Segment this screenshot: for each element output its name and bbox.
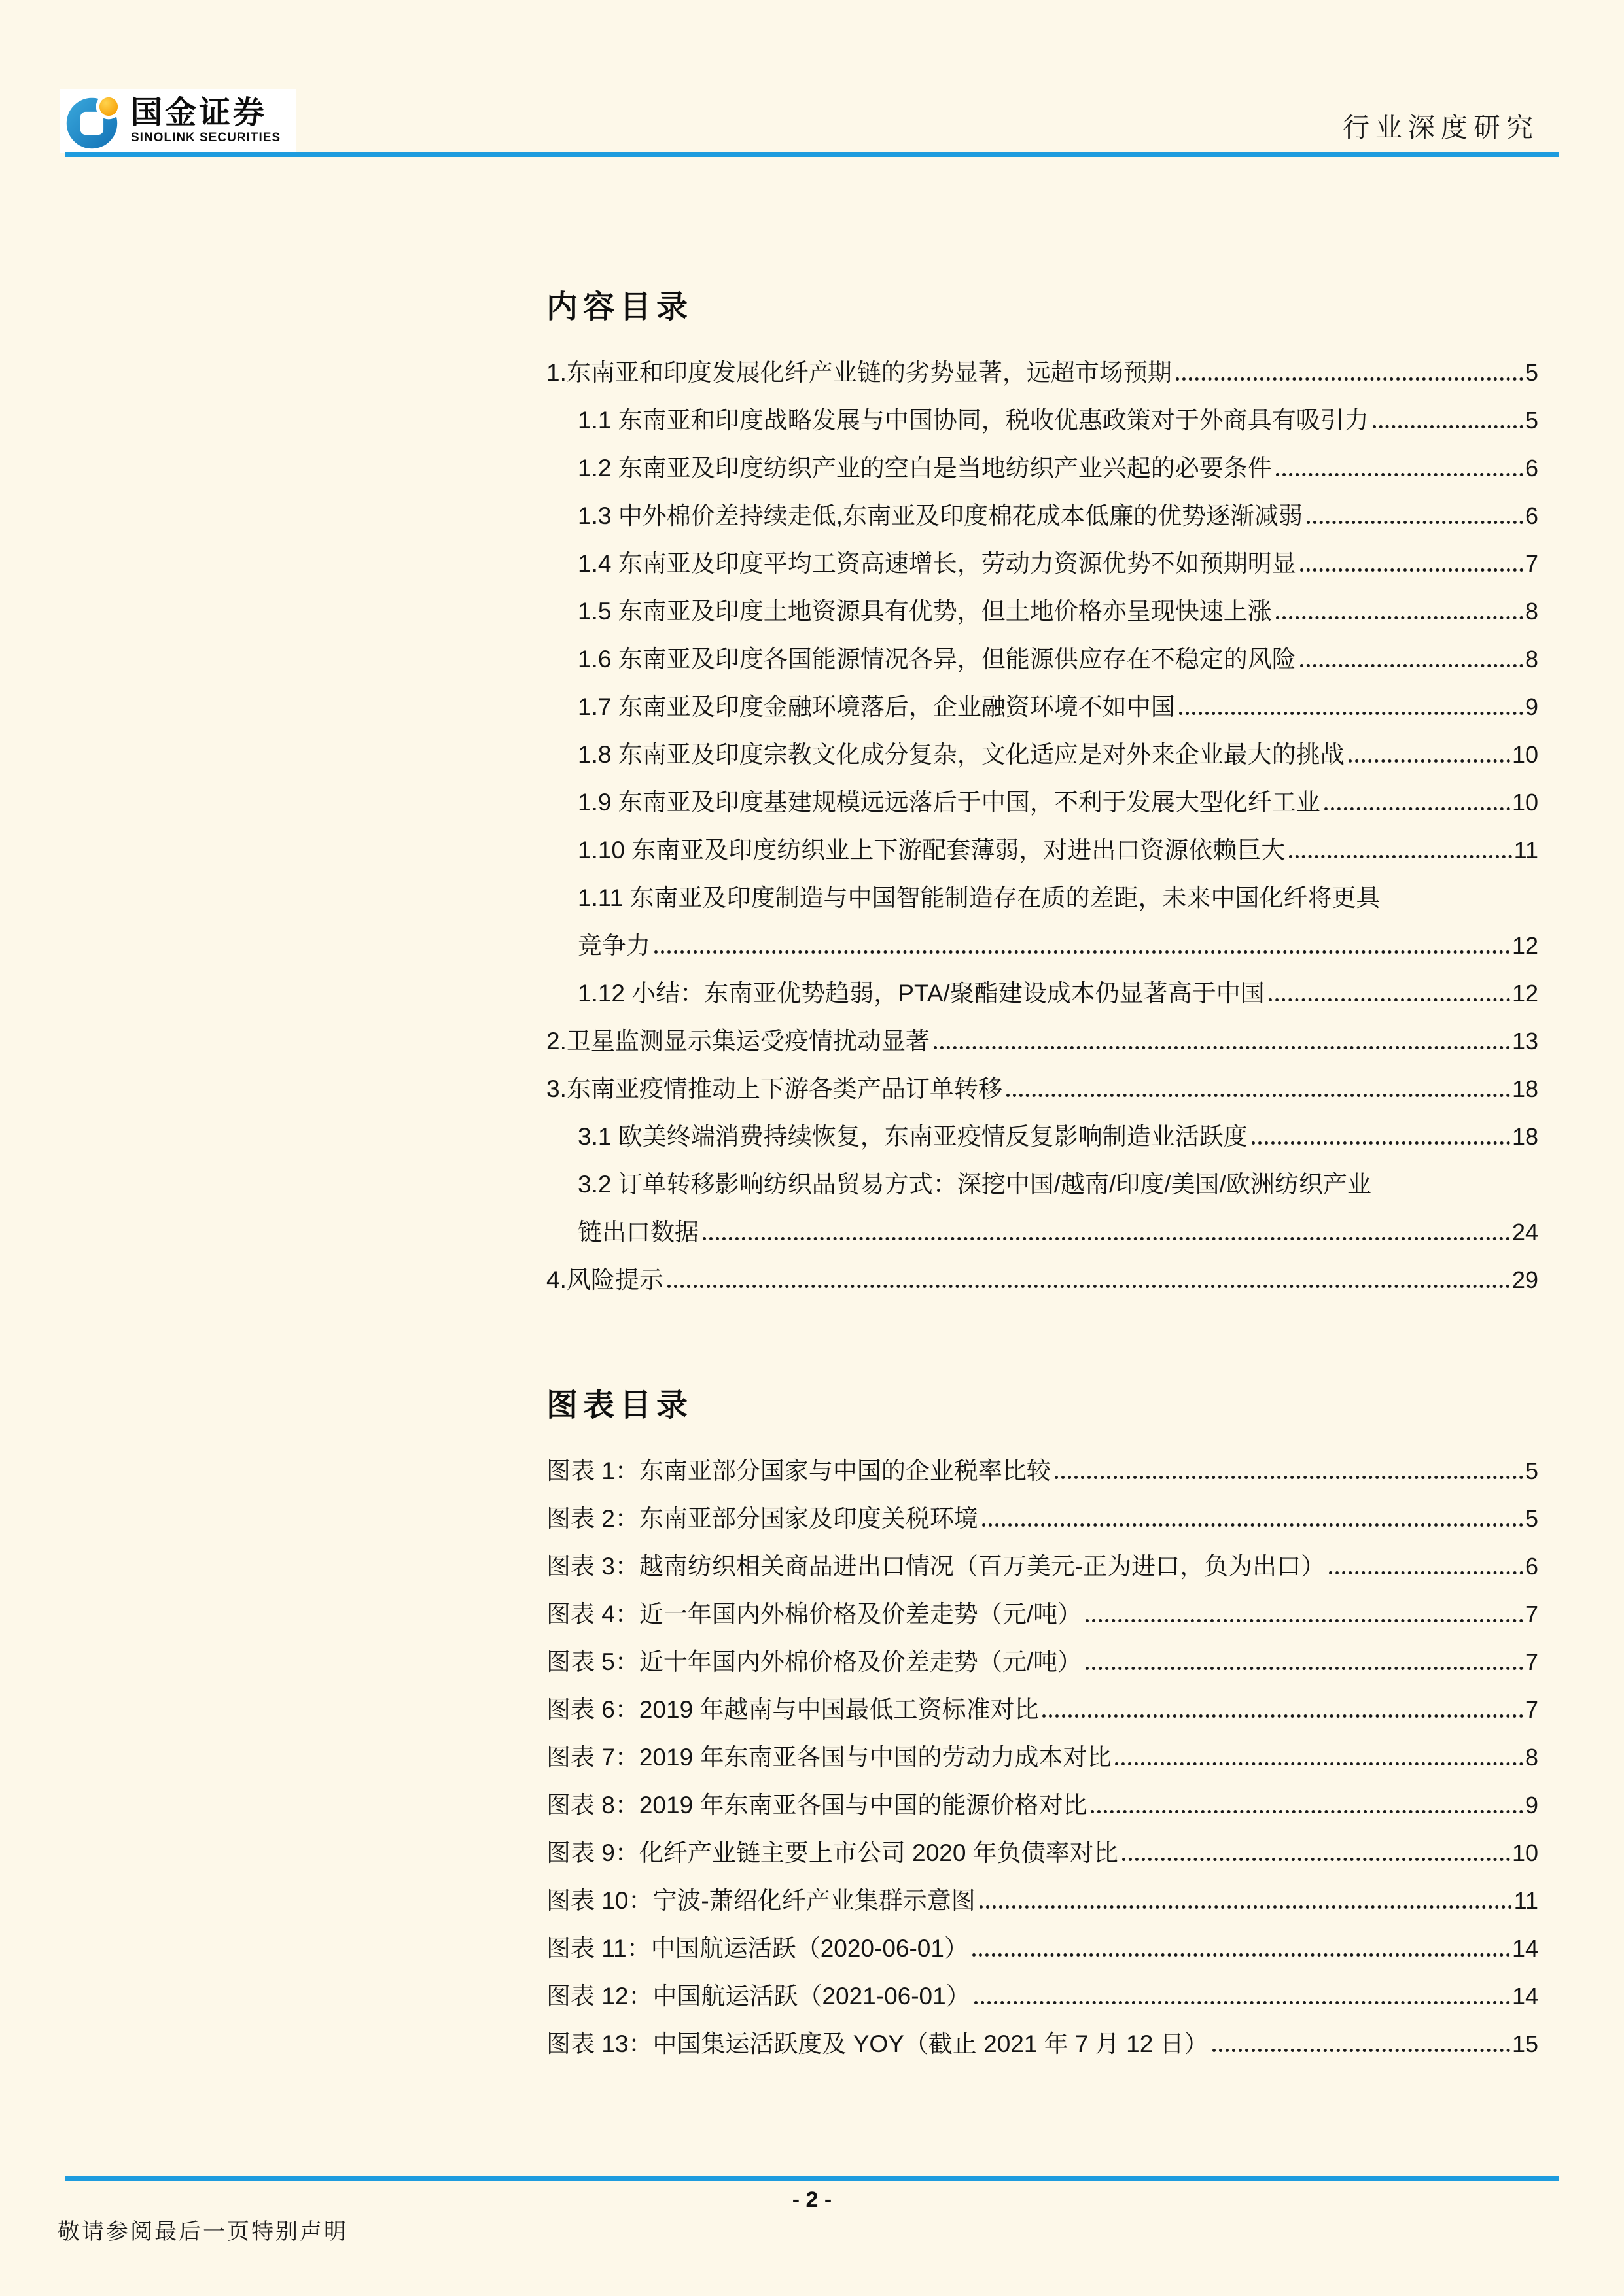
dot-leader bbox=[654, 950, 1510, 954]
toc-entry[interactable] bbox=[546, 1253, 1538, 1301]
entry-page-number: 5 bbox=[1525, 407, 1538, 434]
entry-page-number: 13 bbox=[1511, 1028, 1538, 1055]
entry-page-number: 9 bbox=[1525, 1792, 1538, 1819]
entry-page-number: 5 bbox=[1525, 1457, 1538, 1485]
entry-text: 图表 5：近十年国内外棉价格及价差走势（元/吨） bbox=[546, 1648, 1082, 1676]
dot-leader bbox=[1055, 1476, 1523, 1479]
dot-leader bbox=[703, 1237, 1510, 1240]
figure-entry[interactable] bbox=[546, 2017, 1538, 2065]
figure-list bbox=[546, 1444, 1538, 2065]
toc-entry[interactable] bbox=[546, 394, 1538, 442]
toc-entry[interactable] bbox=[546, 919, 1538, 967]
toc-entry[interactable] bbox=[546, 1110, 1538, 1158]
dot-leader bbox=[1176, 377, 1523, 381]
entry-page-number: 6 bbox=[1525, 502, 1538, 530]
entry-text: 图表 10：宁波-萧绍化纤产业集群示意图 bbox=[546, 1887, 976, 1915]
toc-entry[interactable] bbox=[546, 585, 1538, 633]
toc-entry[interactable] bbox=[546, 489, 1538, 537]
dot-leader bbox=[974, 2001, 1510, 2004]
dot-leader bbox=[1252, 1141, 1510, 1145]
entry-text: 图表 1：东南亚部分国家与中国的企业税率比较 bbox=[546, 1457, 1051, 1485]
dot-leader bbox=[1300, 664, 1523, 667]
entry-page-number: 12 bbox=[1511, 932, 1538, 960]
entry-text: 1.11 东南亚及印度制造与中国智能制造存在质的差距，未来中国化纤将更具 bbox=[578, 884, 1381, 912]
entry-text: 3.东南亚疫情推动上下游各类产品订单转移 bbox=[546, 1075, 1002, 1103]
header-rule bbox=[65, 152, 1559, 157]
entry-page-number: 8 bbox=[1525, 1744, 1538, 1771]
figure-entry[interactable] bbox=[546, 1731, 1538, 1779]
toc-entry[interactable] bbox=[546, 1015, 1538, 1062]
toc-entry[interactable] bbox=[546, 871, 1538, 919]
entry-page-number: 7 bbox=[1525, 1648, 1538, 1676]
dot-leader bbox=[667, 1285, 1510, 1288]
entry-page-number: 10 bbox=[1511, 789, 1538, 816]
entry-text: 1.3 中外棉价差持续走低,东南亚及印度棉花成本低廉的优势逐渐减弱 bbox=[578, 502, 1303, 530]
entry-text: 1.1 东南亚和印度战略发展与中国协同，税收优惠政策对于外商具有吸引力 bbox=[578, 407, 1369, 434]
toc-entry[interactable] bbox=[546, 967, 1538, 1015]
entry-page-number: 12 bbox=[1511, 980, 1538, 1007]
entry-text: 图表 9：化纤产业链主要上市公司 2020 年负债率对比 bbox=[546, 1839, 1118, 1867]
entry-page-number: 9 bbox=[1525, 693, 1538, 721]
dot-leader bbox=[1006, 1094, 1510, 1097]
entry-text: 1.9 东南亚及印度基建规模远远落后于中国，不利于发展大型化纤工业 bbox=[578, 789, 1320, 816]
brand-name-en: SINOLINK SECURITIES bbox=[131, 131, 281, 145]
dot-leader bbox=[1276, 616, 1523, 619]
entry-page-number: 7 bbox=[1525, 1696, 1538, 1724]
entry-text: 1.2 东南亚及印度纺织产业的空白是当地纺织产业兴起的必要条件 bbox=[578, 455, 1272, 482]
entry-text: 图表 11：中国航运活跃（2020-06-01） bbox=[546, 1935, 968, 1962]
entry-page-number: 5 bbox=[1525, 359, 1538, 387]
dot-leader bbox=[1276, 473, 1523, 476]
entry-page-number: 11 bbox=[1513, 837, 1538, 864]
entry-page-number: 18 bbox=[1511, 1123, 1538, 1151]
entry-text: 图表 12：中国航运活跃（2021-06-01） bbox=[546, 1983, 970, 2010]
dot-leader bbox=[1300, 568, 1523, 572]
toc-entry[interactable] bbox=[546, 346, 1538, 394]
entry-page-number: 14 bbox=[1511, 1983, 1538, 2010]
figure-entry[interactable] bbox=[546, 1826, 1538, 1874]
entry-text: 图表 4：近一年国内外棉价格及价差走势（元/吨） bbox=[546, 1601, 1082, 1628]
entry-page-number: 14 bbox=[1511, 1935, 1538, 1962]
dot-leader bbox=[1289, 855, 1511, 858]
disclaimer-text: 敬请参阅最后一页特别声明 bbox=[58, 2220, 348, 2244]
toc-entry[interactable] bbox=[546, 728, 1538, 776]
entry-page-number: 10 bbox=[1511, 741, 1538, 769]
dot-leader bbox=[1324, 807, 1510, 810]
figure-entry[interactable] bbox=[546, 1779, 1538, 1826]
toc-entry[interactable] bbox=[546, 824, 1538, 871]
sinolink-logo bbox=[60, 89, 296, 153]
toc-entry[interactable] bbox=[546, 633, 1538, 680]
entry-text: 图表 3：越南纺织相关商品进出口情况（百万美元-正为进口，负为出口） bbox=[546, 1553, 1326, 1580]
entry-text: 1.5 东南亚及印度土地资源具有优势，但土地价格亦呈现快速上涨 bbox=[578, 598, 1272, 625]
dot-leader bbox=[1122, 1858, 1510, 1861]
toc-entry[interactable] bbox=[546, 776, 1538, 824]
figure-entry[interactable] bbox=[546, 1874, 1538, 1922]
toc-entry[interactable] bbox=[546, 1206, 1538, 1253]
dot-leader bbox=[982, 1523, 1523, 1527]
entry-text: 1.10 东南亚及印度纺织业上下游配套薄弱，对进出口资源依赖巨大 bbox=[578, 837, 1286, 864]
content-column bbox=[546, 289, 1538, 2065]
figure-entry[interactable] bbox=[546, 1635, 1538, 1683]
toc-title: 内容目录 bbox=[546, 290, 694, 324]
toc-entry[interactable] bbox=[546, 1062, 1538, 1110]
figure-entry[interactable] bbox=[546, 1588, 1538, 1635]
entry-page-number: 18 bbox=[1511, 1075, 1538, 1103]
entry-page-number: 10 bbox=[1511, 1839, 1538, 1867]
entry-text: 图表 13：中国集运活跃度及 YOY（截止 2021 年 7 月 12 日） bbox=[546, 2030, 1209, 2058]
entry-page-number: 6 bbox=[1525, 1553, 1538, 1580]
entry-text: 链出口数据 bbox=[578, 1219, 699, 1246]
page-number: - 2 - bbox=[792, 2187, 832, 2212]
entry-text: 1.4 东南亚及印度平均工资高速增长，劳动力资源优势不如预期明显 bbox=[578, 550, 1296, 578]
figure-list-title: 图表目录 bbox=[546, 1388, 694, 1423]
entry-page-number: 11 bbox=[1513, 1887, 1538, 1915]
entry-page-number: 5 bbox=[1525, 1505, 1538, 1533]
sinolink-logo-icon bbox=[65, 92, 123, 150]
dot-leader bbox=[1269, 998, 1510, 1001]
toc-entry[interactable] bbox=[546, 442, 1538, 489]
entry-text: 3.2 订单转移影响纺织品贸易方式：深挖中国/越南/印度/美国/欧洲纺织产业 bbox=[578, 1171, 1371, 1198]
dot-leader bbox=[1373, 425, 1523, 428]
dot-leader bbox=[1179, 712, 1523, 715]
entry-text: 3.1 欧美终端消费持续恢复，东南亚疫情反复影响制造业活跃度 bbox=[578, 1123, 1248, 1151]
figure-entry[interactable] bbox=[546, 1444, 1538, 1492]
dot-leader bbox=[1086, 1667, 1523, 1670]
dot-leader bbox=[1307, 521, 1523, 524]
toc-list bbox=[546, 346, 1538, 1301]
dot-leader bbox=[1329, 1571, 1523, 1574]
figure-entry[interactable] bbox=[546, 1970, 1538, 2017]
entry-page-number: 8 bbox=[1525, 598, 1538, 625]
entry-text: 图表 2：东南亚部分国家及印度关税环境 bbox=[546, 1505, 978, 1533]
entry-page-number: 8 bbox=[1525, 646, 1538, 673]
entry-text: 竞争力 bbox=[578, 932, 650, 960]
footer-rule bbox=[65, 2176, 1559, 2181]
entry-text: 4.风险提示 bbox=[546, 1266, 663, 1294]
entry-page-number: 7 bbox=[1525, 550, 1538, 578]
entry-text: 图表 8：2019 年东南亚各国与中国的能源价格对比 bbox=[546, 1792, 1087, 1819]
toc-entry[interactable] bbox=[546, 537, 1538, 585]
dot-leader bbox=[1349, 759, 1510, 763]
entry-text: 1.6 东南亚及印度各国能源情况各异，但能源供应存在不稳定的风险 bbox=[578, 646, 1296, 673]
dot-leader bbox=[1091, 1810, 1523, 1813]
brand-name-cn: 国金证券 bbox=[131, 95, 268, 130]
entry-text: 图表 6：2019 年越南与中国最低工资标准对比 bbox=[546, 1696, 1039, 1724]
figure-entry[interactable] bbox=[546, 1922, 1538, 1970]
entry-page-number: 6 bbox=[1525, 455, 1538, 482]
dot-leader bbox=[1086, 1619, 1523, 1622]
entry-text: 1.7 东南亚及印度金融环境落后，企业融资环境不如中国 bbox=[578, 693, 1175, 721]
figure-entry[interactable] bbox=[546, 1683, 1538, 1731]
toc-entry[interactable] bbox=[546, 1158, 1538, 1206]
entry-page-number: 15 bbox=[1511, 2030, 1538, 2058]
toc-entry[interactable] bbox=[546, 680, 1538, 728]
dot-leader bbox=[1212, 2049, 1510, 2052]
dot-leader bbox=[1115, 1762, 1523, 1765]
figure-entry[interactable] bbox=[546, 1540, 1538, 1588]
entry-page-number: 7 bbox=[1525, 1601, 1538, 1628]
entry-text: 图表 7：2019 年东南亚各国与中国的劳动力成本对比 bbox=[546, 1744, 1112, 1771]
entry-text: 1.8 东南亚及印度宗教文化成分复杂，文化适应是对外来企业最大的挑战 bbox=[578, 741, 1345, 769]
entry-page-number: 24 bbox=[1511, 1219, 1538, 1246]
entry-text: 2.卫星监测显示集运受疫情扰动显著 bbox=[546, 1028, 930, 1055]
dot-leader bbox=[1042, 1714, 1523, 1718]
entry-text: 1.东南亚和印度发展化纤产业链的劣势显著，远超市场预期 bbox=[546, 359, 1172, 387]
entry-text: 1.12 小结：东南亚优势趋弱，PTA/聚酯建设成本仍显著高于中国 bbox=[578, 980, 1265, 1007]
entry-page-number: 29 bbox=[1511, 1266, 1538, 1294]
figure-entry[interactable] bbox=[546, 1492, 1538, 1540]
dot-leader bbox=[980, 1905, 1512, 1909]
dot-leader bbox=[934, 1046, 1510, 1049]
brand-text bbox=[131, 97, 281, 145]
dot-leader bbox=[972, 1953, 1510, 1957]
report-type-label: 行业深度研究 bbox=[1343, 113, 1539, 143]
